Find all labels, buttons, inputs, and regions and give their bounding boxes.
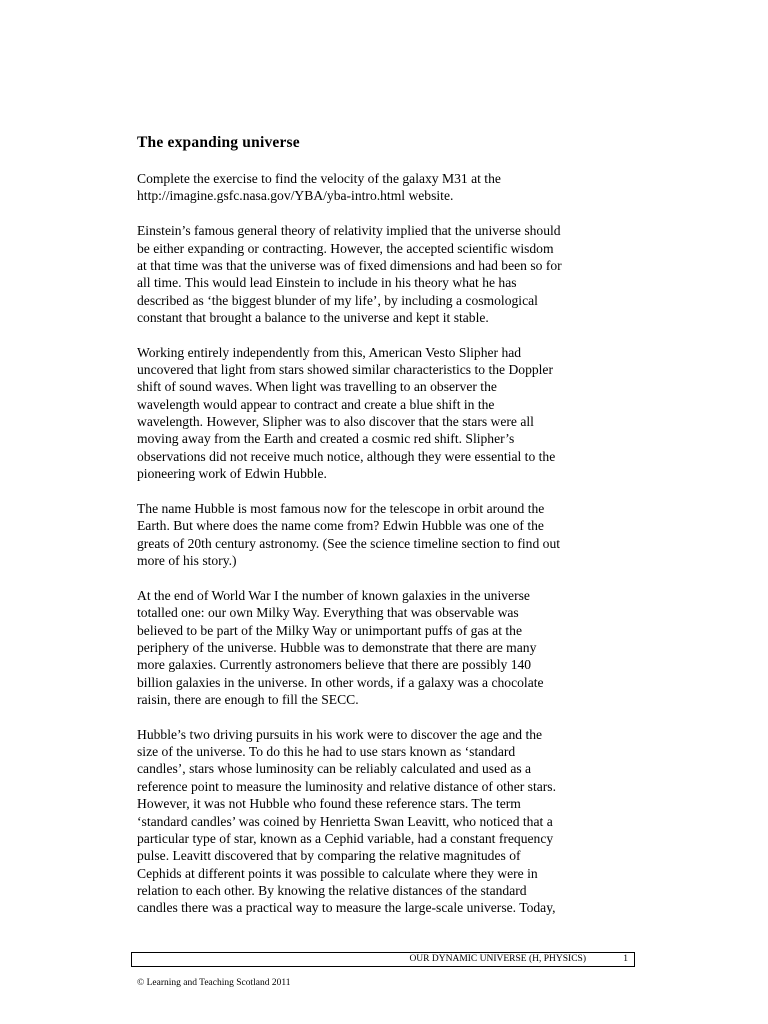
text-line: At the end of World War I the number of known galaxies in the universe — [137, 587, 530, 603]
text-line: Cephids at different points it was possible to calculate where they were in — [137, 865, 538, 881]
document-body — [137, 170, 637, 934]
paragraph-4 — [137, 500, 637, 569]
text-line: described as ‘the biggest blunder of my life’, by including a cosmological — [137, 292, 538, 308]
text-line: greats of 20th century astronomy. (See the science timeline section to find out — [137, 535, 561, 551]
text-line: billion galaxies in the universe. In other words, if a galaxy was a chocolate — [137, 674, 544, 690]
text-line: Einstein’s famous general theory of relativity implied that the universe should — [137, 223, 561, 239]
text-line: candles there was a practical way to measure the large-scale universe. Today, — [137, 900, 556, 916]
paragraph-6 — [137, 726, 637, 917]
paragraph-3 — [137, 344, 637, 483]
text-line: moving away from the Earth and created a cosmic red shift. Slipher’s — [137, 431, 515, 447]
text-line: wavelength would appear to contract and create a blue shift in the — [137, 396, 495, 412]
text-line: more of his story.) — [137, 553, 237, 569]
text-line: size of the universe. To do this he had to use stars known as ‘standard — [137, 744, 516, 760]
text-line: totalled one: our own Milky Way. Everything that was observable was — [137, 605, 519, 621]
text-line: Working entirely independently from this, American Vesto Slipher had — [137, 344, 522, 360]
text-line: relation to each other. By knowing the relative distances of the standard — [137, 882, 527, 898]
text-line: more galaxies. Currently astronomers believe that there are possibly 140 — [137, 657, 532, 673]
text-line: http://imagine.gsfc.nasa.gov/YBA/yba-intro.html website. — [137, 188, 454, 204]
text-line: reference point to measure the luminosity and relative distance of other stars. — [137, 778, 556, 794]
text-line: wavelength. However, Slipher was to also discover that the stars were all — [137, 414, 534, 430]
paragraph-5 — [137, 587, 637, 708]
footer-bar — [131, 952, 635, 967]
text-line: observations did not receive much notice, although they were essential to the — [137, 448, 556, 464]
copyright-notice: © Learning and Teaching Scotland 2011 — [137, 978, 291, 988]
text-line: candles’, stars whose luminosity can be reliably calculated and used as a — [137, 761, 532, 777]
text-line: The name Hubble is most famous now for the telescope in orbit around the — [137, 501, 545, 516]
text-line: be either expanding or contracting. However, the accepted scientific wisdom — [137, 240, 554, 256]
text-line: at that time was that the universe was of fixed dimensions and had been so for — [137, 257, 562, 273]
text-line: raisin, there are enough to fill the SECC. — [137, 691, 359, 707]
text-line: all time. This would lead Einstein to include in his theory what he has — [137, 275, 517, 291]
text-line: ‘standard candles’ was coined by Henrietta Swan Leavitt, who noticed that a — [137, 813, 553, 829]
footer-title: OUR DYNAMIC UNIVERSE (H, PHYSICS) — [409, 954, 586, 964]
text-line: pioneering work of Edwin Hubble. — [137, 466, 327, 482]
text-line: Earth. But where does the name come from? Edwin Hubble was one of the — [137, 518, 544, 534]
paragraph-2 — [137, 222, 637, 326]
text-line: particular type of star, known as a Cephid variable, had a constant frequency — [137, 830, 554, 846]
text-line: periphery of the universe. Hubble was to demonstrate that there are many — [137, 639, 537, 655]
text-line: believed to be part of the Milky Way or unimportant puffs of gas at the — [137, 622, 522, 638]
text-line: constant that brought a balance to the universe and kept it stable. — [137, 309, 489, 325]
document-title: The expanding universe — [137, 134, 300, 151]
page-number: 1 — [623, 954, 628, 964]
text-line: Complete the exercise to find the velocity of the galaxy M31 at the — [137, 171, 501, 186]
text-line: pulse. Leavitt discovered that by comparing the relative magnitudes of — [137, 848, 521, 864]
text-line: shift of sound waves. When light was travelling to an observer the — [137, 379, 497, 395]
text-line: Hubble’s two driving pursuits in his work were to discover the age and the — [137, 726, 543, 742]
text-line: uncovered that light from stars showed similar characteristics to the Doppler — [137, 362, 553, 378]
text-line: However, it was not Hubble who found these reference stars. The term — [137, 796, 521, 812]
paragraph-1 — [137, 170, 637, 205]
